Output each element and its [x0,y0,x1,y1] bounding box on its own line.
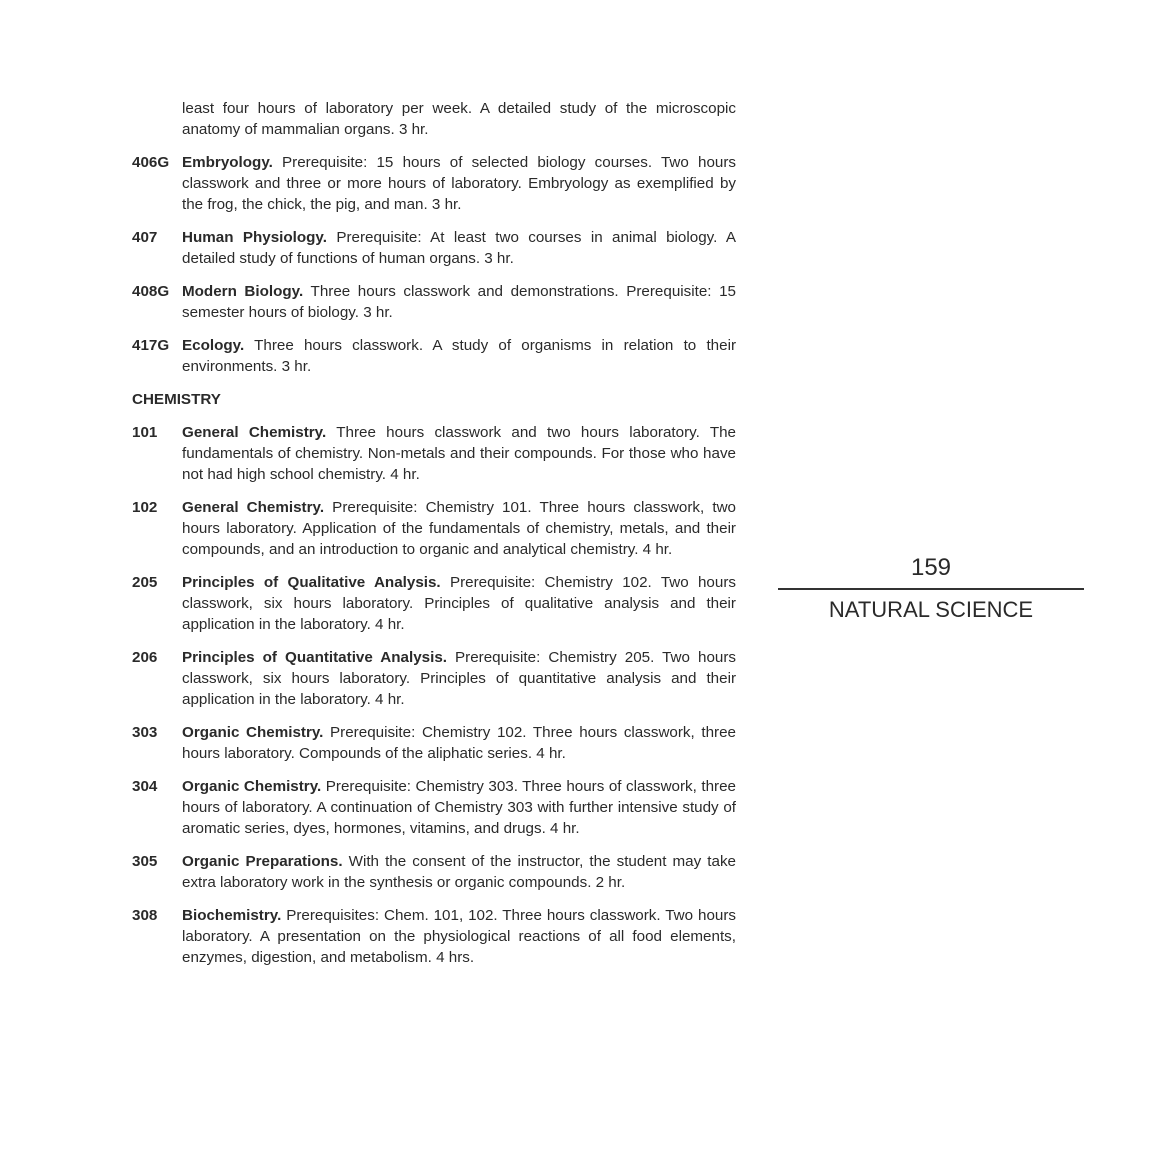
course-number: 102 [132,499,158,516]
course-description: Prerequisites: Chem. 101, 102. Three hours classwork. Two hours laboratory. A presentation on the physiological reactions of all food elements, enzymes, digestion, and metabolism. 4 hrs. [182,907,736,966]
course-description: Prerequisite: Chemistry 102. Two hours classwork, six hours laboratory. Principles of qualitative analysis and their application in the laboratory. 4 hr. [182,574,736,633]
course-number: 303 [132,724,158,741]
course-number: 308 [132,907,158,924]
course-entry-308 [132,905,736,968]
course-description: Three hours classwork and two hours laboratory. The fundamentals of chemistry. Non-metals and their compounds. For those who have not had high school chemistry. 4 hr. [182,424,736,483]
course-description: Prerequisite: 15 hours of selected biology courses. Two hours classwork and three or more hours of laboratory. Embryology as exemplified by the frog, the chick, the pig, and man. 3 hr. [182,154,736,213]
course-title: Principles of Quantitative Analysis. [182,649,447,666]
course-description: With the consent of the instructor, the student may take extra laboratory work in the synthesis or organic compounds. 2 hr. [182,853,736,891]
course-description: Three hours classwork. A study of organisms in relation to their environments. 3 hr. [182,337,736,375]
course-number: 205 [132,574,158,591]
course-title: Embryology. [182,154,273,171]
course-description: Prerequisite: Chemistry 303. Three hours of classwork, three hours of laboratory. A continuation of Chemistry 303 with further intensive study of aromatic series, dyes, hormones, vitamins, and drugs. 4 hr. [182,778,736,837]
course-description: Prerequisite: At least two courses in animal biology. A detailed study of functions of human organs. 3 hr. [182,229,736,267]
course-number: 407 [132,229,158,246]
course-title: General Chemistry. [182,424,327,441]
course-entry-304 [132,776,736,839]
course-entry-305 [132,851,736,893]
course-description: Prerequisite: Chemistry 102. Three hours classwork, three hours laboratory. Compounds of the aliphatic series. 4 hr. [182,724,736,762]
course-number: 304 [132,778,158,795]
chemistry-heading: CHEMISTRY [132,391,221,408]
course-title: Organic Preparations. [182,853,343,870]
course-entry-407 [132,227,736,269]
course-title: Biochemistry. [182,907,282,924]
course-entry-102 [132,497,736,560]
course-listing-column [132,98,736,980]
course-title: Ecology. [182,337,245,354]
course-entry-408g [132,281,736,323]
course-number: 101 [132,424,158,441]
page-number: 159 [910,554,952,581]
course-number: 305 [132,853,158,870]
continuation-paragraph: least four hours of laboratory per week. A detailed study of the microscopic anatomy of mammalian organs. 3 hr. [182,100,736,138]
course-number: 417G [132,337,170,354]
course-entry-406g [132,152,736,215]
header-divider [778,588,1084,590]
course-title: Organic Chemistry. [182,778,322,795]
course-title: General Chemistry. [182,499,325,516]
course-entry-205 [132,572,736,635]
course-entry-303 [132,722,736,764]
course-title: Human Physiology. [182,229,327,246]
course-number: 206 [132,649,158,666]
course-number: 406G [132,154,170,171]
course-title: Principles of Qualitative Analysis. [182,574,441,591]
course-description: Three hours classwork and demonstrations. Prerequisite: 15 semester hours of biology. 3 hr. [182,283,736,321]
course-entry-417g [132,335,736,377]
course-entry-206 [132,647,736,710]
course-description: Prerequisite: Chemistry 205. Two hours classwork, six hours laboratory. Principles of quantitative analysis and their application in the laboratory. 4 hr. [182,649,736,708]
course-title: Organic Chemistry. [182,724,324,741]
course-number: 408G [132,283,170,300]
course-description: Prerequisite: Chemistry 101. Three hours classwork, two hours laboratory. Application of the fundamentals of chemistry, metals, and their compounds, and an introduction to organic and analytical chemistry. 4 hr. [182,499,736,558]
course-title: Modern Biology. [182,283,304,300]
course-entry-101 [132,422,736,485]
section-label: NATURAL SCIENCE [828,597,1034,622]
